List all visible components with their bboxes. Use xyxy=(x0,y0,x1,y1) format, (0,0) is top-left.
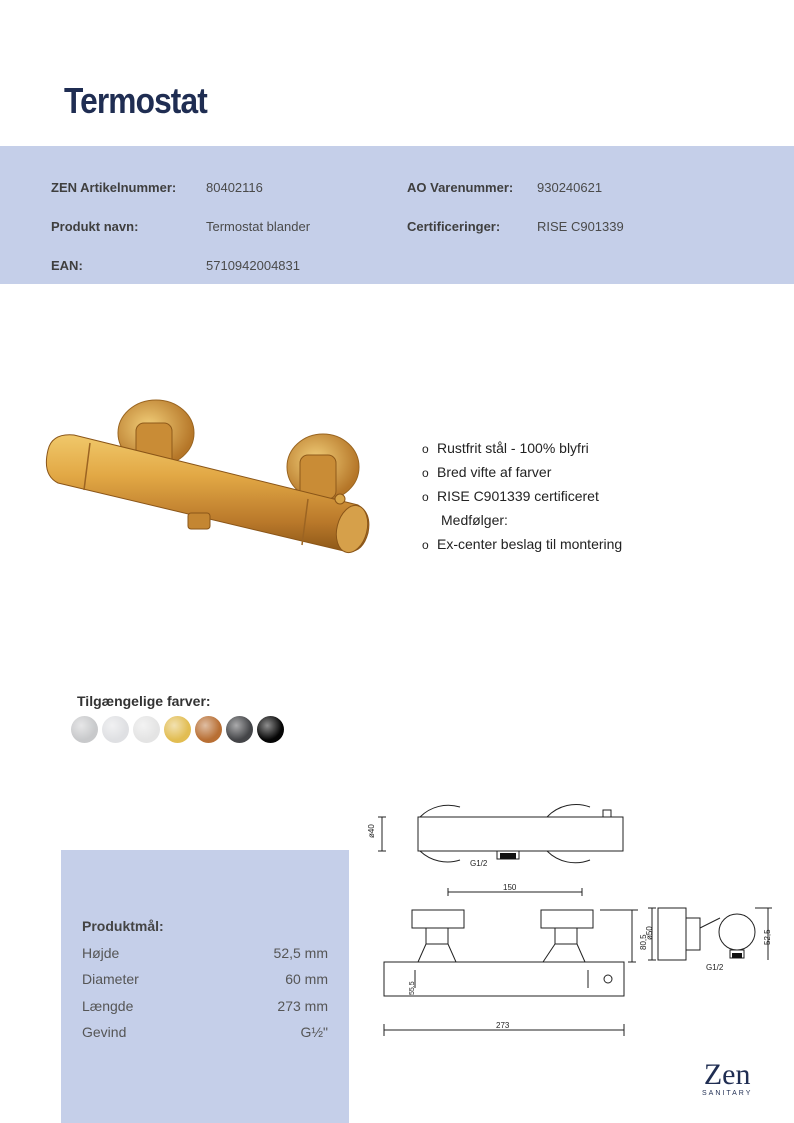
feature-item xyxy=(422,464,551,480)
dim-label-length: Længde xyxy=(82,998,134,1014)
feature-text: Rustfrit stål - 100% blyfri xyxy=(437,440,589,456)
info-band xyxy=(0,146,794,284)
color-swatch-copper xyxy=(195,716,222,743)
color-swatch-white xyxy=(133,716,160,743)
dim-label-height: Højde xyxy=(82,945,120,961)
feature-item xyxy=(422,536,622,552)
dimensions-title: Produktmål: xyxy=(82,918,164,934)
drawing-label-thread-top: G1/2 xyxy=(470,859,488,868)
bullet: o xyxy=(422,466,429,480)
drawing-label-left-mark: 55.5 xyxy=(409,981,416,995)
ean-label: EAN: xyxy=(51,258,83,273)
feature-text: Ex-center beslag til montering xyxy=(437,536,623,552)
logo-wordmark: Zen xyxy=(703,1058,751,1091)
color-swatch-gold xyxy=(164,716,191,743)
drawing-label-length: 273 xyxy=(496,1021,510,1030)
product-name-label: Produkt navn: xyxy=(51,219,139,234)
feature-text: RISE C901339 certificeret xyxy=(437,488,599,504)
color-swatch-black xyxy=(257,716,284,743)
bullet: o xyxy=(422,442,429,456)
zen-article-value: 80402116 xyxy=(206,180,263,195)
ean-value: 5710942004831 xyxy=(206,258,300,273)
feature-item xyxy=(422,440,589,456)
product-image xyxy=(38,395,373,565)
feature-text: Bred vifte af farver xyxy=(437,464,552,480)
drawing-label-side-diameter: ø50 xyxy=(645,926,654,940)
dim-value-length: 273 mm xyxy=(277,998,328,1014)
zen-article-label: ZEN Artikelnummer: xyxy=(51,180,177,195)
logo-subtitle: SANITARY xyxy=(702,1090,753,1097)
bullet: o xyxy=(422,490,429,504)
dim-value-diameter: 60 mm xyxy=(285,971,328,987)
dimensions-box xyxy=(61,850,349,1123)
page-title: Termostat xyxy=(64,80,207,121)
certifications-label: Certificeringer: xyxy=(407,219,501,234)
dim-label-diameter: Diameter xyxy=(82,971,139,987)
color-swatch-chrome xyxy=(71,716,98,743)
zen-logo xyxy=(702,1060,752,1097)
drawing-label-thread-side: G1/2 xyxy=(706,963,724,972)
ao-number-value: 930240621 xyxy=(537,180,603,195)
ao-number-label: AO Varenummer: xyxy=(407,180,514,195)
drawing-label-side-height: 52,5 xyxy=(763,929,772,945)
feature-text: Medfølger: xyxy=(441,512,508,528)
product-name-value: Termostat blander xyxy=(206,219,311,234)
dim-label-thread: Gevind xyxy=(82,1024,127,1040)
color-swatch-silver xyxy=(102,716,129,743)
feature-item xyxy=(426,512,508,528)
drawing-label-spacing: 150 xyxy=(503,883,517,892)
technical-drawing xyxy=(360,790,780,1050)
dim-value-height: 52,5 mm xyxy=(273,945,328,961)
bullet: o xyxy=(422,538,429,552)
feature-item xyxy=(422,488,599,504)
drawing-label-height-total: 80,5 xyxy=(639,934,648,950)
drawing-label-diameter-top: ø40 xyxy=(367,824,376,838)
color-swatch-gunmetal xyxy=(226,716,253,743)
certifications-value: RISE C901339 xyxy=(537,219,624,234)
colors-title: Tilgængelige farver: xyxy=(77,693,211,709)
dim-value-thread: G½" xyxy=(300,1024,328,1040)
